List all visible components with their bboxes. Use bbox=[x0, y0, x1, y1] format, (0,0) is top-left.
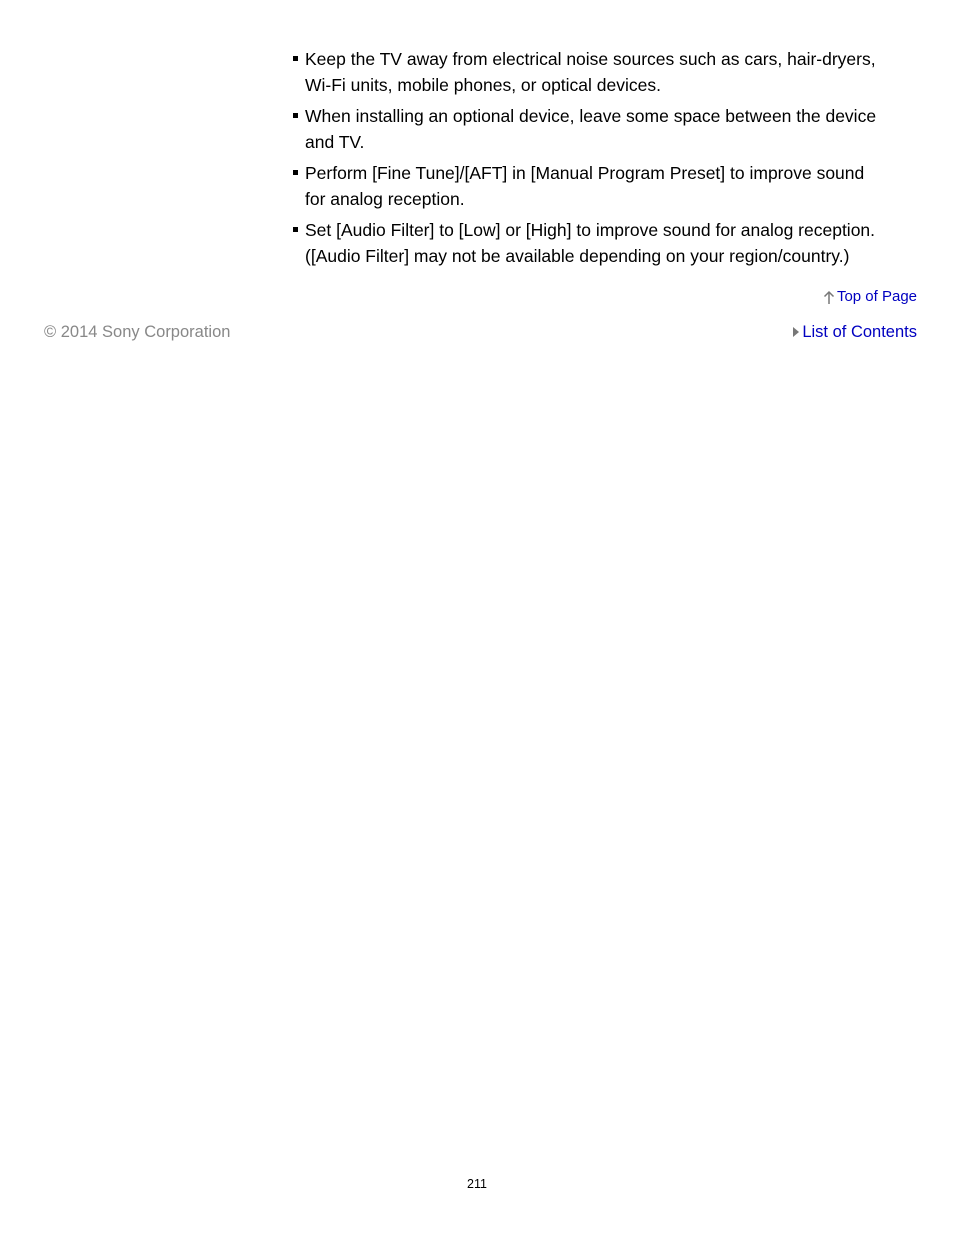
list-of-contents-link[interactable] bbox=[793, 321, 917, 343]
bullet-icon bbox=[293, 113, 298, 118]
top-of-page-link[interactable] bbox=[823, 287, 917, 307]
tip-text-line: for analog reception. bbox=[305, 189, 465, 209]
copyright-text: © 2014 Sony Corporation bbox=[44, 323, 231, 341]
tip-text-line: and TV. bbox=[305, 132, 365, 152]
list-of-contents-label: List of Contents bbox=[802, 323, 917, 341]
list-item bbox=[291, 46, 921, 98]
arrow-up-icon bbox=[823, 290, 835, 304]
bullet-icon bbox=[293, 227, 298, 232]
page-number: 211 bbox=[467, 1177, 487, 1191]
bullet-icon bbox=[293, 170, 298, 175]
tip-text-line: Perform [Fine Tune]/[AFT] in [Manual Program Preset] to improve sound bbox=[305, 163, 865, 183]
tip-text-line: Set [Audio Filter] to [Low] or [High] to improve sound for analog reception. bbox=[305, 220, 876, 240]
tip-text-line: Wi-Fi units, mobile phones, or optical devices. bbox=[305, 75, 661, 95]
tip-text-line: ([Audio Filter] may not be available depending on your region/country.) bbox=[305, 246, 850, 266]
arrow-right-icon bbox=[793, 327, 799, 337]
tip-text-line: Keep the TV away from electrical noise sources such as cars, hair-dryers, bbox=[305, 49, 876, 69]
tips-list bbox=[291, 46, 921, 274]
list-item bbox=[291, 160, 921, 212]
list-item bbox=[291, 217, 921, 269]
tip-text-line: When installing an optional device, leave some space between the device bbox=[305, 106, 877, 126]
top-of-page-label: Top of Page bbox=[836, 288, 917, 305]
bullet-icon bbox=[293, 56, 298, 61]
list-item bbox=[291, 103, 921, 155]
